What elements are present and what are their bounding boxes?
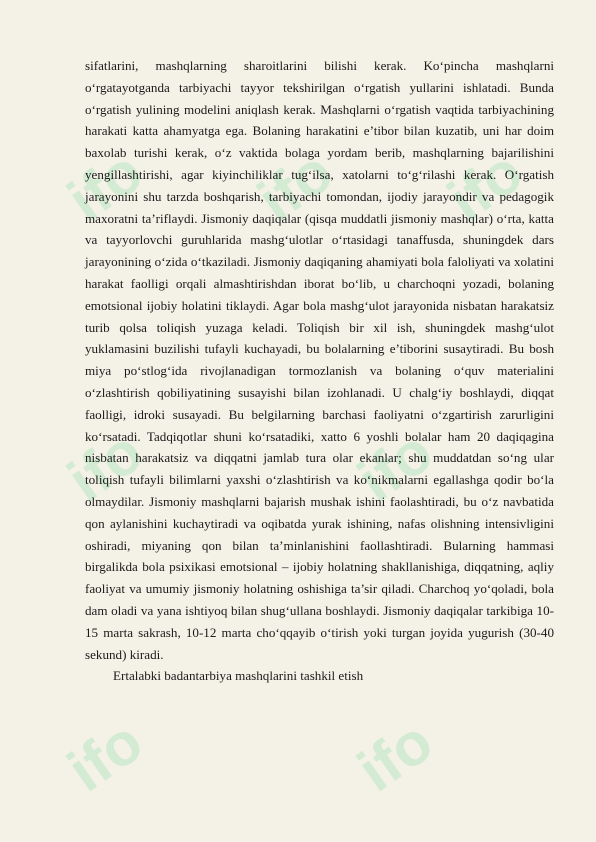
watermark-logo-4: ifo [55,417,155,515]
watermark-logo-3: ifo [435,137,535,235]
watermark-logo-1: ifo [55,137,155,235]
watermark-logo-7: ifo [345,707,445,805]
section-heading: Ertalabki badantarbiya mashqlarini tashkil etish [113,668,364,684]
watermark-logo-5: ifo [345,417,445,515]
watermark-logo-2: ifo [245,137,345,235]
watermark-logo-6: ifo [55,707,155,805]
main-paragraph: sifatlarini, mashqlarning sharoitlarini bilishi kerak. Ko‘pincha mashqlarni o‘rgatayotganda tarbiyachi tayyor tekshirilgan o‘rgatish yullarini ishlatadi. Bunda o‘rgatish yulining modelini aniqlash kerak. Mashqlarni o‘rgatish vaqtida tarbiyachining harakati katta ahamyatga ega. Bolaning harakatini e’tibor bilan kuzatib, uni har doim baxolab turishi kerak, o‘z vaktida bolaga yordam berib, mashqlarning bajarilishini yengillashtirishi, agar kiyinchiliklar tug‘ilsa, xatolarni to‘g‘rilashi kerak. O‘rgatish jarayonini shu tarzda boshqarish, tarbiyachi tomondan, ijodiy jarayondir va pedagogik maxoratni ta’riflaydi. Jismoniy daqiqalar (qisqa muddatli jismoniy mashqlar) o‘rta, katta va tayyorlovchi guruhlarida mashg‘ulotlar o‘rtasidagi tanaffusda, shuningdek dars jarayonining o‘zida o‘tkaziladi. Jismoniy daqiqaning ahamiyati bola faloliyati va xolatini harakat faolligi orqali almashtirishdan iborat bo‘lib, u charchoqni yozadi, bolaning emotsional ijobiy holatini tiklaydi. Agar bola mashg‘ulot jarayonida nisbatan harakatsiz turib qolsa toliqish yuzaga keladi. Toliqish bir xil ish, shuningdek mashg‘ulot yuklamasini buzilishi tufayli kuchayadi, bu bolalarning e’tiborini susaytiradi. Bu bosh miya po‘stlog‘ida rivojlanadigan tormozlanish va bolaning o‘quv materialini o‘zlashtirish qobiliyatining susayishi bilan izohlanadi. U chalg‘iy boshlaydi, diqqat faolligi, idroki susayadi. Bu belgilarning barchasi faoliyatni o‘zgartirish zarurligini ko‘rsatadi. Tadqiqotlar shuni ko‘rsatadiki, xatto 6 yoshli bolalar ham 20 daqiqagina nisbatan harakatsiz va diqqatni jamlab tura olar ekanlar; shu muddatdan so‘ng ular toliqish tufayli bilimlarni yaxshi o‘zlashtirish va ko‘nikmalarni egallashga qodir bo‘la olmaydilar. Jismoniy mashqlarni bajarish mushak ishini faolashtiradi, bu o‘z navbatida qon aylanishini kuchaytiradi va oqibatda yurak ishining, nafas olishning intensivligini oshiradi, miyaning qon bilan ta’minlanishini faollashtiradi. Bularning hammasi birgalikda bola psixikasi emotsional – ijobiy holatning shakllanishiga, diqqatning, aqliy faoliyat va umumiy jismoniy holatning oshishiga ta’sir qiladi. Charchoq yo‘qoladi, bola dam oladi va yana ishtiyoq bilan shug‘ullana boshlaydi. Jismoniy daqiqalar tarkibiga 10-15 marta sakrash, 10-12 marta cho‘qqayib o‘tirish yoki turgan joyida yugurish (30-40 sekund) kiradi. [85,58,554,662]
document-body [85,55,554,687]
